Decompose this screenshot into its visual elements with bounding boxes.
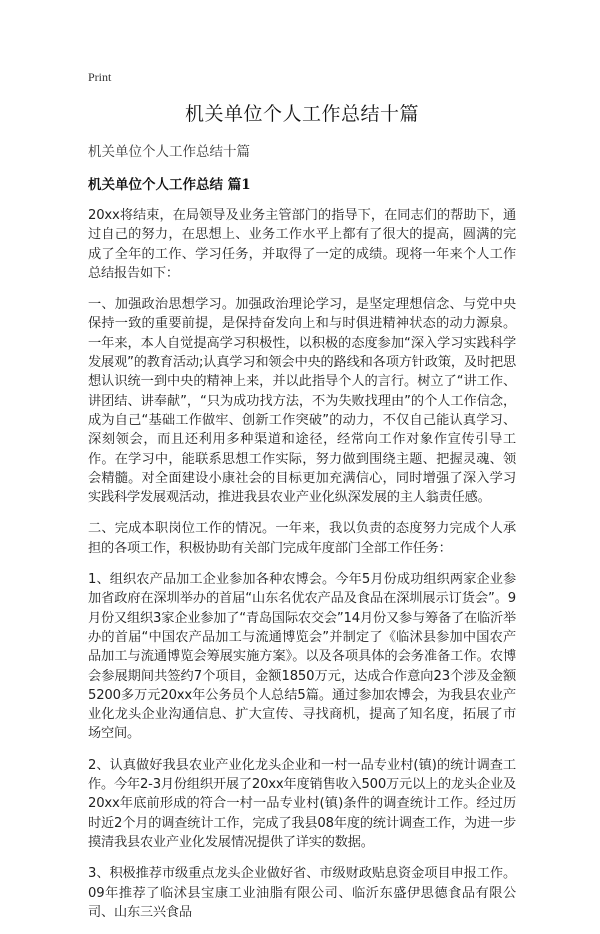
document-subtitle: 机关单位个人工作总结十篇 — [88, 144, 250, 160]
section-heading: 机关单位个人工作总结 篇1 — [88, 177, 251, 193]
paragraph-item-3: 3、积极推荐市级重点龙头企业做好省、市级财政贴息资金项目申报工作。09年推荐了临沭县宝康工业油脂有限公司、临沂东盛伊思德食品有限公司、山东三兴食品 — [88, 866, 516, 920]
paragraph-item-2: 2、认真做好我县农业产业化龙头企业和一村一品专业村(镇)的统计调查工作。今年2-3月份组织开展了20xx年度销售收入500万元以上的龙头企业及20xx年底前形成的符合一村一品专业村(镇)条件的调查统计工作。经过历时近2个月的调查统计工作，完成了我县08年度的统计调查工作，为进一步摸清我县农业产业化发展情况提供了详实的数据。 — [88, 757, 516, 850]
document-page — [88, 70, 516, 934]
paragraph-job-duties: 二、完成本职岗位工作的情况。一年来，我以负责的态度努力完成个人承担的各项工作，积极协助有关部门完成年度部门全部工作任务： — [88, 521, 516, 556]
paragraph-political-study: 一、加强政治思想学习。加强政治理论学习，是坚定理想信念、与党中央保持一致的重要前提，是保持奋发向上和与时俱进精神状态的动力源泉。一年来，本人自觉提高学习积极性，以积极的态度参加“深入学习实践科学发展观”的教育活动;认真学习和领会中央的路线和各项方针政策，及时把思想认识统一到中央的精神上来，并以此指导个人的言行。树立了“讲工作、讲团结、讲奉献”，“只为成功找方法，不为失败找理由”的个人工作信念，成为自己“基础工作做牢、创新工作突破”的动力，不仅自己能认真学习、深刻领会，而且还利用多种渠道和途径，经常向工作对象作宣传引导工作。在学习中，能联系思想工作实际，努力做到围绕主题、把握灵魂、领会精髓。对全面建设小康社会的目标更加充满信心，同时增强了深入学习实践科学发展观活动，推进我县农业产业化纵深发展的主人翁责任感。 — [88, 297, 516, 506]
page-title: 机关单位个人工作总结十篇 — [184, 103, 419, 125]
print-label: Print — [88, 70, 112, 84]
paragraph-item-1: 1、组织农产品加工企业参加各种农博会。今年5月份成功组织两家企业参加省政府在深圳举办的首届“山东名优农产品及食品在深圳展示订货会”。9月份又组织3家企业参加了“青岛国际农交会”14月份又参与筹备了在临沂举办的首届“中国农产品加工与流通博览会”并制定了《临沭县参加中国农产品加工与流通博览会筹展实施方案》。以及各项具体的会务准备工作。农博会参展期间共签约7个项目，金额1850万元，达成合作意向23个涉及金额5200多万元20xx年公务员个人总结5篇。通过参加农博会，为我县农业产业化龙头企业沟通信息、扩大宣传、寻找商机，提高了知名度，拓展了市场空间。 — [88, 572, 516, 742]
paragraph-intro: 20xx将结束，在局领导及业务主管部门的指导下，在同志们的帮助下，通过自己的努力，在思想上、业务工作水平上都有了很大的提高，圆满的完成了全年的工作、学习任务，并取得了一定的成绩。现将一年来个人工作总结报告如下： — [88, 208, 516, 281]
